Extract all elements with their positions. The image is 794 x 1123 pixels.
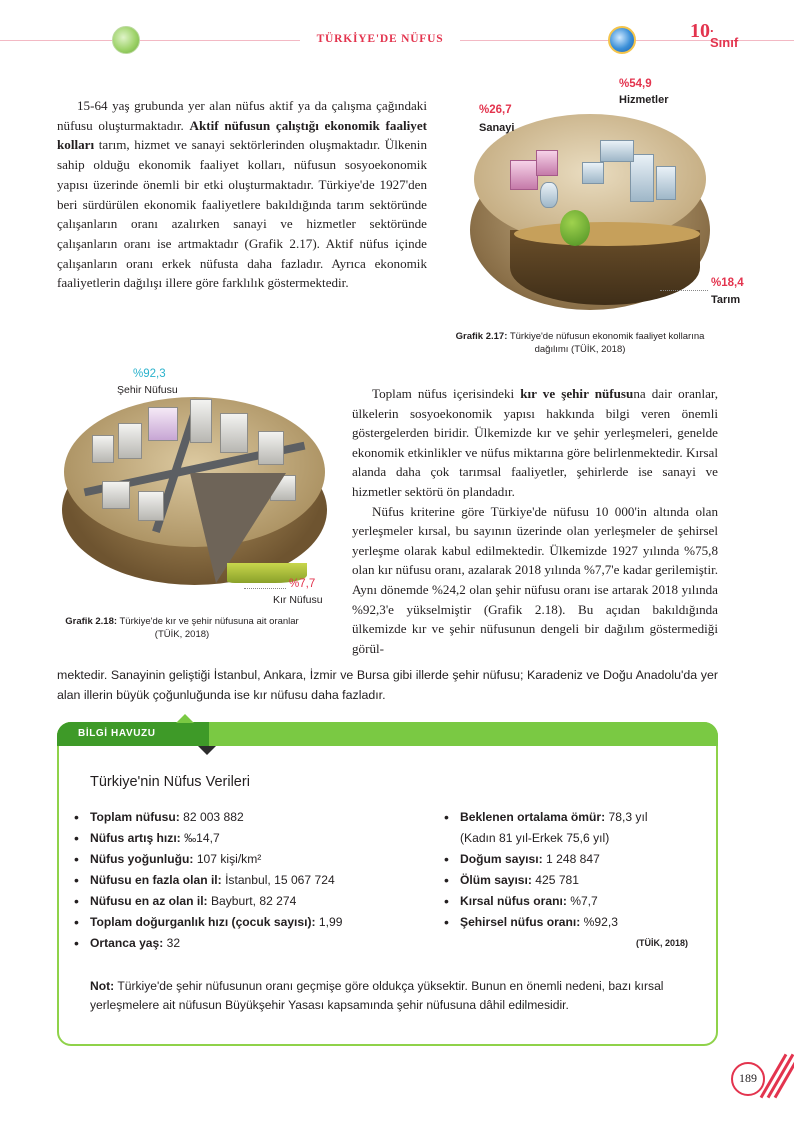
city-block xyxy=(258,431,284,465)
grade-number: 10 xyxy=(690,20,710,42)
fact-label: Doğum sayısı: xyxy=(460,852,543,866)
fact-value: 1 248 847 xyxy=(542,852,600,866)
info-box-title: Türkiye'nin Nüfus Verileri xyxy=(90,774,250,790)
bold-term: kır ve şehir nüfusu xyxy=(520,386,634,401)
city-block xyxy=(102,481,130,509)
fact-value: 78,3 yıl xyxy=(605,810,648,824)
factory-building xyxy=(536,150,558,176)
text-run: Toplam nüfus içerisindeki xyxy=(372,386,521,401)
agriculture-field xyxy=(514,222,700,246)
globe-icon xyxy=(608,26,636,54)
urban-rural-3d-pie-illustration xyxy=(62,395,327,595)
list-item xyxy=(74,849,434,870)
figure-2-17-caption xyxy=(450,331,710,356)
grade-text: . Sınıf xyxy=(710,20,739,50)
list-item xyxy=(444,807,714,828)
fact-label: Ölüm sayısı: xyxy=(460,873,532,887)
source-citation: (TÜİK, 2018) xyxy=(636,938,689,948)
stadium-building xyxy=(148,407,178,441)
arrow-down-icon xyxy=(198,746,216,755)
note-label: Not: xyxy=(90,979,115,993)
fact-value: 107 kişi/km² xyxy=(193,852,262,866)
text-run: tarım, hizmet ve sanayi sektörlerinden oluşmaktadır. Ülkenin sahip olduğu ekonomik faaliyet kolları, nüfusun sosyoekonomik yapısı üzerinde önemli bir etki oluşturmaktadır. Türkiye'de 1927'den beri sürdürülen ekonomik faaliyetlere bakıldığında tarım sektöründe çalışanların oranı azalırken sanayi ve hizmetler sektöründe çalışanların oranı ise artmaktadır (Grafik 2.17). Aktif nüfus içinde çalışanların oranı erkek nüfusta daha fazladır. Ayrıca ekonomik faaliyetlerin dağılışı illere göre farklılık göstermektedir. xyxy=(57,137,427,291)
list-item xyxy=(74,891,434,912)
agriculture-label: Tarım xyxy=(711,294,741,306)
fact-label: Ortanca yaş: xyxy=(90,936,164,950)
fact-value: 82 003 882 xyxy=(179,810,244,824)
urban-percent: %92,3 xyxy=(133,368,166,380)
fact-label: Toplam nüfusu: xyxy=(90,810,180,824)
city-block xyxy=(138,491,164,521)
city-block xyxy=(92,435,114,463)
list-item-continuation xyxy=(444,828,714,849)
fact-label: Kırsal nüfus oranı: xyxy=(460,894,567,908)
fact-label: Toplam doğurganlık hızı (çocuk sayısı): xyxy=(90,915,316,929)
text-run: 15-64 yaş grubunda yer alan nüfus aktif ya da çalışma çağındaki nüfusu oluşturmaktadır. xyxy=(57,98,427,133)
note-text: Türkiye'de şehir nüfusunun oranı geçmişe göre oldukça yüksektir. Bunun en önemli nedeni, bazı kırsal yerleşmelere ait nüfusun Büyükşehir Yasası kapsamında şehir nüfusuna dâhil edilmesidir. xyxy=(90,979,664,1012)
paragraph-continuation: mektedir. Sanayinin geliştiği İstanbul, Ankara, İzmir ve Bursa gibi illerde şehir nüfusu; Karadeniz ve Doğu Anadolu'da yer alan illerin büyük çoğunluğunda ise kır nüfusu daha fazladır. xyxy=(57,668,718,702)
rural-label: Kır Nüfusu xyxy=(273,594,323,606)
fact-label: Beklenen ortalama ömür: xyxy=(460,810,606,824)
service-building xyxy=(582,162,604,184)
fact-label: Nüfus artış hızı: xyxy=(90,831,181,845)
globe-icon xyxy=(112,26,140,54)
caption-text: Türkiye'de kır ve şehir nüfusuna ait oranlar (TÜİK, 2018) xyxy=(117,616,299,640)
paragraph-block: Nüfus kriterine göre Türkiye'de nüfusu 10 000'in altında olan yerleşmeler kırsal, bu sayının üzerinde olan yerleşmeler de şehirsel yerleşme olarak kabul edilmektedir. Ülkemizde 1927 yılında %75,8 olan kır nüfusu oranı, azalarak 2018 yılında %7,7'e kadar gerilemiştir. Aynı dönemde %24,2 olan şehir nüfusu oranı ise artarak 2018 yılında %92,3'e yükselmiştir (Grafik 2.18). Bu açıdan bakıldığında ülkemizde kır ve şehir nüfusunun dengeli bir dağılım göstermediği görül- xyxy=(352,503,718,656)
city-block xyxy=(118,423,142,459)
urban-label: Şehir Nüfusu xyxy=(117,384,178,396)
list-item xyxy=(74,912,434,933)
service-building xyxy=(600,140,634,162)
leader-line xyxy=(660,290,708,291)
fact-value: Bayburt, 82 274 xyxy=(207,894,297,908)
list-item xyxy=(74,870,434,891)
running-title: TÜRKİYE'DE NÜFUS xyxy=(300,33,460,45)
bold-term: Aktif nüfusun çalıştığı ekonomik faaliyet kolları xyxy=(57,117,427,153)
paragraph-economic-activities xyxy=(57,96,427,293)
population-facts-list-left xyxy=(74,807,434,954)
fact-value: 1,99 xyxy=(315,915,343,929)
grade-label xyxy=(690,20,739,50)
list-item xyxy=(74,828,434,849)
list-item xyxy=(444,870,714,891)
page-number: 189 xyxy=(739,1071,757,1085)
info-box-tag-label: BİLGİ HAVUZU xyxy=(78,728,156,739)
services-label: Hizmetler xyxy=(619,94,669,106)
city-block xyxy=(190,399,212,443)
leader-line xyxy=(244,588,286,589)
list-item xyxy=(74,807,434,828)
caption-label: Grafik 2.17: xyxy=(455,331,508,342)
list-item xyxy=(74,933,434,954)
arrow-up-icon xyxy=(176,714,194,723)
caption-text: Türkiye'de nüfusun ekonomik faaliyet kollarına dağılımı (TÜİK, 2018) xyxy=(507,331,705,355)
paragraph-block xyxy=(352,384,718,502)
population-facts-list-right xyxy=(444,807,714,933)
fact-value: (Kadın 81 yıl-Erkek 75,6 yıl) xyxy=(460,831,610,845)
economic-sectors-3d-pie-illustration xyxy=(470,110,710,310)
agriculture-percent: %18,4 xyxy=(711,277,744,289)
decorative-stripes xyxy=(766,1045,794,1115)
fact-value: %7,7 xyxy=(566,894,598,908)
fact-value: ‰14,7 xyxy=(180,831,220,845)
fact-value: %92,3 xyxy=(580,915,618,929)
city-block xyxy=(220,413,248,453)
silo-building xyxy=(540,182,558,208)
fact-value: İstanbul, 15 067 724 xyxy=(221,873,335,887)
services-percent: %54,9 xyxy=(619,78,652,90)
fact-value: 32 xyxy=(163,936,181,950)
info-box-note xyxy=(90,977,702,1015)
list-item xyxy=(444,891,714,912)
rural-percent: %7,7 xyxy=(289,578,316,590)
fact-label: Nüfus yoğunluğu: xyxy=(90,852,194,866)
industry-label: Sanayi xyxy=(479,122,515,134)
fact-label: Nüfusu en az olan il: xyxy=(90,894,208,908)
factory-building xyxy=(510,160,538,190)
text-run: na dair oranlar, ülkelerin sosyoekonomik yapısı hakkında bilgi veren önemli göstergelerden biridir. Ülkemizde kır ve şehir yerleşmeleri, genelde ekonomik etkinlikler ve nüfus miktarına göre belirlenmektedir. Kırsal alanda daha çok tarımsal faaliyetler, şehirlerde ise sanayi ve hizmetler sektörü ön plandadır. xyxy=(352,386,719,499)
tree-icon xyxy=(560,210,590,246)
list-item xyxy=(444,849,714,870)
fact-label: Şehirsel nüfus oranı: xyxy=(460,915,581,929)
list-item xyxy=(444,912,714,933)
fact-label: Nüfusu en fazla olan il: xyxy=(90,873,222,887)
office-building xyxy=(656,166,676,200)
caption-label: Grafik 2.18: xyxy=(65,616,118,627)
industry-percent: %26,7 xyxy=(479,104,512,116)
fact-value: 425 781 xyxy=(531,873,579,887)
figure-2-18-caption xyxy=(62,616,302,641)
paragraph-urban-rural xyxy=(352,384,718,658)
